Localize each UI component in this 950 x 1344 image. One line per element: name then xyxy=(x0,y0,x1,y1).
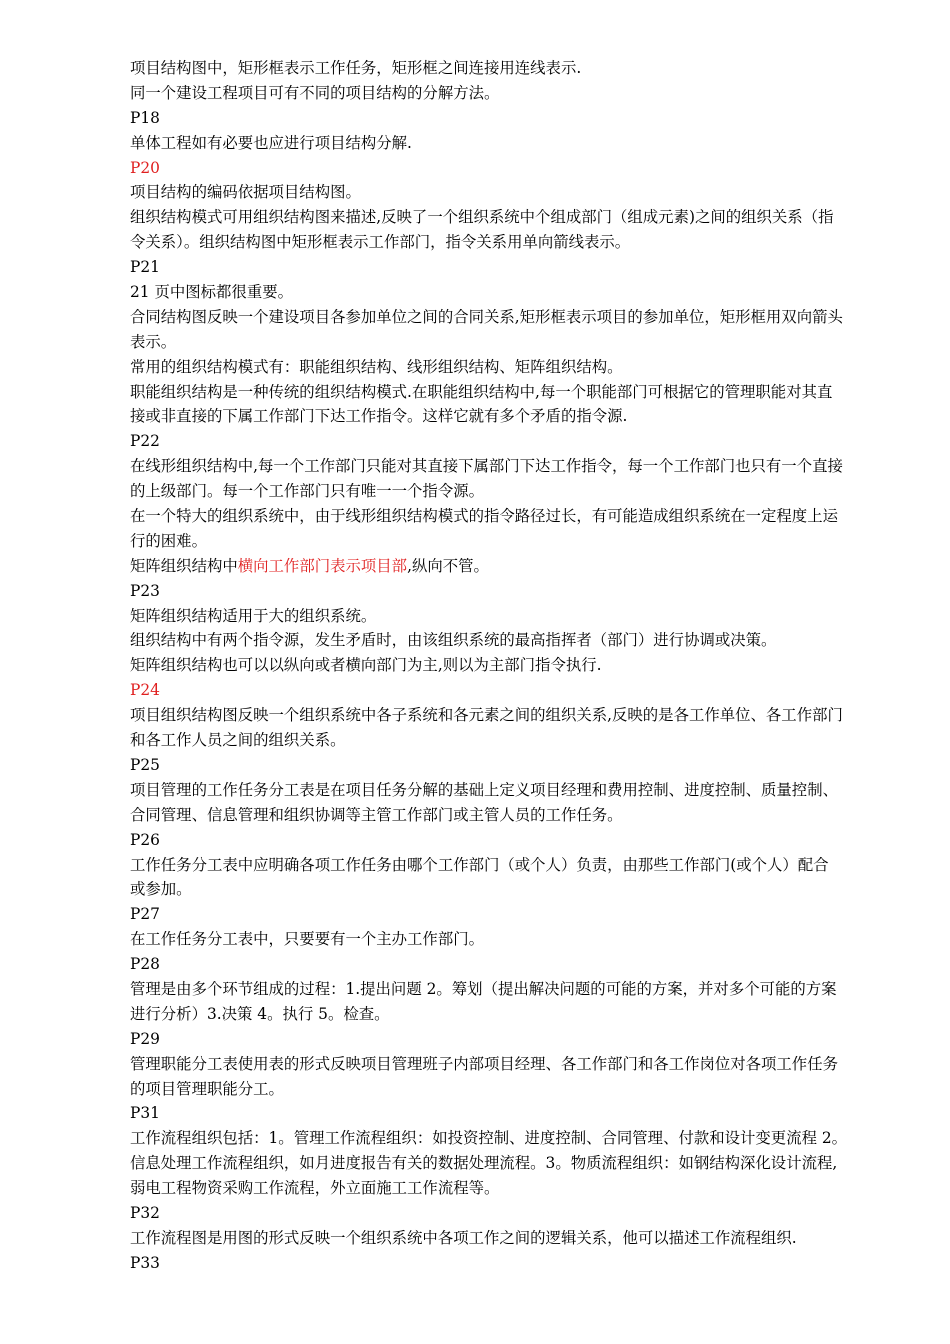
highlighted-text: P24 xyxy=(130,681,160,700)
text-line xyxy=(130,355,910,380)
text-segment: P29 xyxy=(130,1029,160,1048)
text-segment: P27 xyxy=(130,905,160,924)
text-segment: 合同管理、信息管理和组织协调等主管工作部门或主管人员的工作任务。 xyxy=(130,805,623,824)
text-line xyxy=(130,628,910,653)
page-reference-heading xyxy=(130,1201,910,1226)
page-reference-heading xyxy=(130,106,910,131)
text-segment: 行的困难。 xyxy=(130,531,207,550)
page-reference-heading xyxy=(130,1251,910,1276)
text-segment: P22 xyxy=(130,432,160,451)
text-line xyxy=(130,330,910,355)
page-reference-heading xyxy=(130,902,910,927)
text-segment: P33 xyxy=(130,1253,160,1272)
text-segment: 单体工程如有必要也应进行项目结构分解. xyxy=(130,133,412,152)
text-line xyxy=(130,1126,910,1151)
text-line xyxy=(130,1226,910,1251)
text-segment: 项目结构的编码依据项目结构图。 xyxy=(130,183,361,202)
text-segment: 和各工作人员之间的组织关系。 xyxy=(130,731,346,750)
text-segment: ,纵向不管。 xyxy=(407,556,489,575)
text-segment: P21 xyxy=(130,258,160,277)
text-line xyxy=(130,504,910,529)
highlighted-text: 横向工作部门表示项目部 xyxy=(237,556,408,575)
text-line xyxy=(130,554,910,579)
text-segment: 工作流程图是用图的形式反映一个组织系统中各项工作之间的逻辑关系，他可以描述工作流程组织. xyxy=(130,1228,797,1247)
text-line xyxy=(130,280,910,305)
text-line xyxy=(130,778,910,803)
text-line xyxy=(130,205,910,230)
text-segment: 组织结构模式可用组织结构图来描述,反映了一个组织系统中个组成部门（组成元素)之间的组织关系（指 xyxy=(130,208,834,227)
text-line xyxy=(130,1077,910,1102)
page-reference-heading xyxy=(130,678,910,703)
text-line xyxy=(130,1052,910,1077)
text-line xyxy=(130,454,910,479)
text-segment: 的项目管理职能分工。 xyxy=(130,1079,284,1098)
text-segment: 或参加。 xyxy=(130,880,192,899)
text-segment: 接或非直接的下属工作部门下达工作指令。这样它就有多个矛盾的指令源. xyxy=(130,407,628,426)
text-segment: 信息处理工作流程组织，如月进度报告有关的数据处理流程。3。物质流程组织：如钢结构深化设计流程, xyxy=(130,1154,838,1173)
text-segment: P28 xyxy=(130,955,160,974)
text-segment: 矩阵组织结构也可以以纵向或者横向部门为主,则以为主部门指令执行. xyxy=(130,656,602,675)
text-line xyxy=(130,1176,910,1201)
text-segment: 工作流程组织包括：1。管理工作流程组织：如投资控制、进度控制、合同管理、付款和设计变更流程 2。 xyxy=(130,1129,848,1148)
text-line xyxy=(130,927,910,952)
page-reference-heading xyxy=(130,1101,910,1126)
text-line xyxy=(130,1002,910,1027)
text-segment: P31 xyxy=(130,1104,160,1123)
text-line xyxy=(130,653,910,678)
page-reference-heading xyxy=(130,429,910,454)
text-segment: P32 xyxy=(130,1203,160,1222)
text-segment: 矩阵组织结构适用于大的组织系统。 xyxy=(130,606,377,625)
text-segment: 的上级部门。每一个工作部门只有唯一一个指令源。 xyxy=(130,482,484,501)
text-segment: 管理职能分工表使用表的形式反映项目管理班子内部项目经理、各工作部门和各工作岗位对各项工作任务 xyxy=(130,1054,838,1073)
text-segment: 进行分析）3.决策 4。执行 5。检查。 xyxy=(130,1004,390,1023)
page-reference-heading xyxy=(130,579,910,604)
text-line xyxy=(130,180,910,205)
text-segment: 矩阵组织结构中 xyxy=(130,556,238,575)
page-reference-heading xyxy=(130,1027,910,1052)
text-segment: 21 页中图标都很重要。 xyxy=(130,283,293,302)
text-line xyxy=(130,305,910,330)
text-segment: 弱电工程物资采购工作流程，外立面施工工作流程等。 xyxy=(130,1179,500,1198)
page-reference-heading xyxy=(130,952,910,977)
page-reference-heading xyxy=(130,753,910,778)
text-line xyxy=(130,803,910,828)
text-line xyxy=(130,479,910,504)
text-segment: 合同结构图反映一个建设项目各参加单位之间的合同关系,矩形框表示项目的参加单位，矩形框用双向箭头 xyxy=(130,307,843,326)
text-line xyxy=(130,81,910,106)
text-line xyxy=(130,404,910,429)
text-segment: 令关系）。组织结构图中矩形框表示工作部门，指令关系用单向箭线表示。 xyxy=(130,233,631,252)
text-segment: 表示。 xyxy=(130,332,177,351)
text-segment: 在工作任务分工表中，只要要有一个主办工作部门。 xyxy=(130,930,484,949)
text-line xyxy=(130,56,910,81)
text-line xyxy=(130,703,910,728)
text-segment: 常用的组织结构模式有：职能组织结构、线形组织结构、矩阵组织结构。 xyxy=(130,357,623,376)
text-line xyxy=(130,853,910,878)
text-segment: P26 xyxy=(130,830,160,849)
text-line xyxy=(130,977,910,1002)
text-segment: 职能组织结构是一种传统的组织结构模式.在职能组织结构中,每一个职能部门可根据它的管理职能对其直 xyxy=(130,382,833,401)
text-segment: 在一个特大的组织系统中，由于线形组织结构模式的指令路径过长，有可能造成组织系统在一定程度上运 xyxy=(130,507,838,526)
text-segment: 在线形组织结构中,每一个工作部门只能对其直接下属部门下达工作指令，每一个工作部门也只有一个直接 xyxy=(130,457,843,476)
text-segment: 项目组织结构图反映一个组织系统中各子系统和各元素之间的组织关系,反映的是各工作单位、各工作部门 xyxy=(130,706,843,725)
text-segment: P25 xyxy=(130,755,160,774)
text-line xyxy=(130,1151,910,1176)
document-body xyxy=(130,56,910,1276)
highlighted-text: P20 xyxy=(130,158,160,177)
text-segment: 管理是由多个环节组成的过程：1.提出问题 2。筹划（提出解决问题的可能的方案，并对多个可能的方案 xyxy=(130,979,837,998)
text-segment: 同一个建设工程项目可有不同的项目结构的分解方法。 xyxy=(130,83,500,102)
text-line xyxy=(130,529,910,554)
text-line xyxy=(130,230,910,255)
text-segment: 项目管理的工作任务分工表是在项目任务分解的基础上定义项目经理和费用控制、进度控制、质量控制、 xyxy=(130,780,838,799)
text-segment: 组织结构中有两个指令源，发生矛盾时，由该组织系统的最高指挥者（部门）进行协调或决策。 xyxy=(130,631,777,650)
text-line xyxy=(130,131,910,156)
text-line xyxy=(130,877,910,902)
text-line xyxy=(130,604,910,629)
text-line xyxy=(130,380,910,405)
page-reference-heading xyxy=(130,255,910,280)
text-segment: P18 xyxy=(130,108,160,127)
text-segment: 工作任务分工表中应明确各项工作任务由哪个工作部门（或个人）负责，由那些工作部门(或个人）配合 xyxy=(130,855,829,874)
text-line xyxy=(130,728,910,753)
text-segment: P23 xyxy=(130,581,160,600)
page-reference-heading xyxy=(130,156,910,181)
page-reference-heading xyxy=(130,828,910,853)
text-segment: 项目结构图中，矩形框表示工作任务，矩形框之间连接用连线表示. xyxy=(130,59,582,77)
